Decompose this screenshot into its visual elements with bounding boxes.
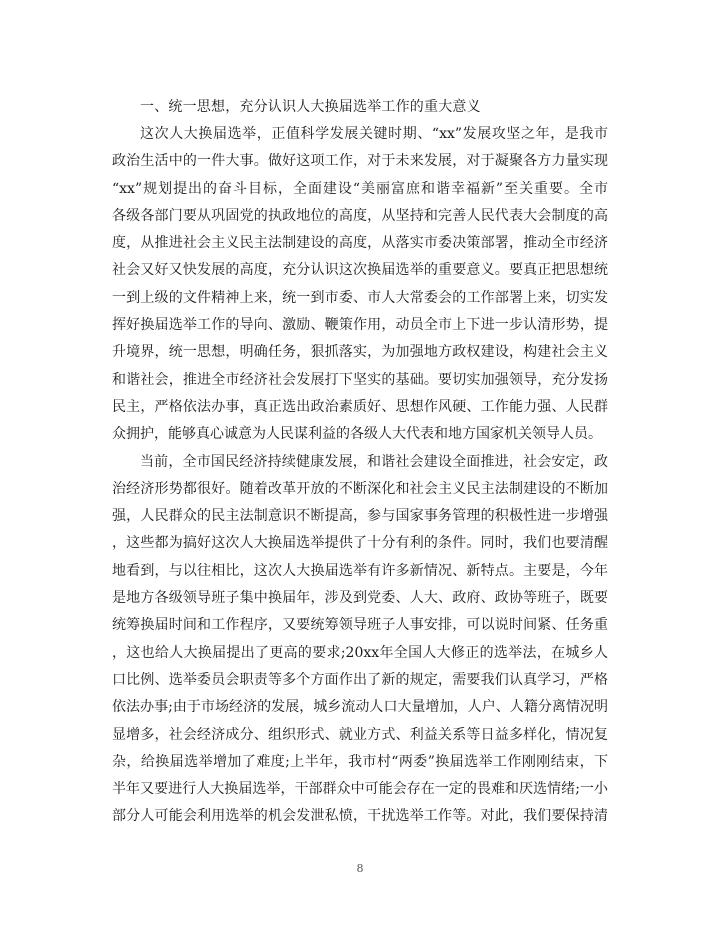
text-line: 社会又好又快发展的高度，充分认识这次换届选举的重要意义。要真正把思想统 [112, 262, 608, 279]
text-line: 度，从推进社会主义民主法制建设的高度，从落实市委决策部署，推动全市经济 [112, 235, 608, 252]
text-line: 各级各部门要从巩固党的执政地位的高度，从坚持和完善人民代表大会制度的高 [112, 207, 608, 224]
section-heading: 一、统一思想，充分认识人大换届选举工作的重大意义 [140, 99, 481, 115]
text-line: 众拥护，能够真心诚意为人民谋利益的各级人大代表和地方国家机关领导人员。 [112, 426, 602, 443]
paragraphs-container [112, 121, 608, 831]
text-line: 口比例、选举委员会职责等多个方面作出了新的规定，需要我们认真学习，严格 [112, 671, 608, 688]
document-body [112, 94, 608, 831]
text-line: 地看到，与以往相比，这次人大换届选举有许多新情况、新特点。主要是，今年 [112, 562, 608, 579]
text-line: 挥好换届选举工作的导向、激励、鞭策作用，动员全市上下进一步认清形势，提 [112, 317, 608, 334]
text-line: “xx”规划提出的奋斗目标，全面建设“美丽富庶和谐幸福新”至关重要。全市 [112, 180, 608, 197]
text-line: 杂，给换届选举增加了难度;上半年，我市村“两委”换届选举工作刚刚结束，下 [112, 753, 608, 770]
text-line: 是地方各级领导班子集中换届年，涉及到党委、人大、政府、政协等班子，既要 [112, 590, 608, 607]
page-number: 8 [356, 862, 364, 875]
text-line: 民主，严格依法办事，真正选出政治素质好、思想作风硬、工作能力强、人民群 [112, 398, 608, 415]
text-line: 强，人民群众的民主法制意识不断提高，参与国家事务管理的积极性进一步增强 [112, 508, 608, 525]
text-line: 显增多，社会经济成分、组织形式、就业方式、利益关系等日益多样化，情况复 [112, 726, 608, 743]
body-paragraph [112, 121, 608, 449]
text-line: 依法办事;由于市场经济的发展，城乡流动人口大量增加，人户、人籍分离情况明 [112, 699, 608, 716]
text-line: ，这也给人大换届提出了更高的要求;20xx年全国人大修正的选举法，在城乡人 [112, 644, 608, 661]
text-line: 当前，全市国民经济持续健康发展，和谐社会建设全面推进，社会安定，政 [140, 453, 608, 470]
text-line: 部分人可能会利用选举的机会发泄私愤，干扰选举工作等。对此，我们要保持清 [112, 808, 608, 825]
text-line: 治经济形势都很好。随着改革开放的不断深化和社会主义民主法制建设的不断加 [112, 480, 608, 497]
text-line: ，这些都为搞好这次人大换届选举提供了十分有利的条件。同时，我们也要清醒 [112, 535, 608, 552]
text-line: 政治生活中的一件大事。做好这项工作，对于未来发展，对于凝聚各方力量实现 [112, 153, 608, 170]
body-paragraph [112, 449, 608, 831]
text-line: 一到上级的文件精神上来，统一到市委、市人大常委会的工作部署上来，切实发 [112, 289, 608, 306]
text-line: 半年又要进行人大换届选举，干部群众中可能会存在一定的畏难和厌选情绪;一小 [112, 781, 608, 798]
text-line: 这次人大换届选举，正值科学发展关键时期、“xx”发展攻坚之年，是我市 [140, 126, 608, 142]
text-line: 和谐社会，推进全市经济社会发展打下坚实的基础。要切实加强领导，充分发扬 [112, 371, 608, 388]
text-line: 升境界，统一思想，明确任务，狠抓落实，为加强地方政权建设，构建社会主义 [112, 344, 608, 361]
text-line: 统筹换届时间和工作程序，又要统筹领导班子人事安排，可以说时间紧、任务重 [112, 617, 608, 634]
